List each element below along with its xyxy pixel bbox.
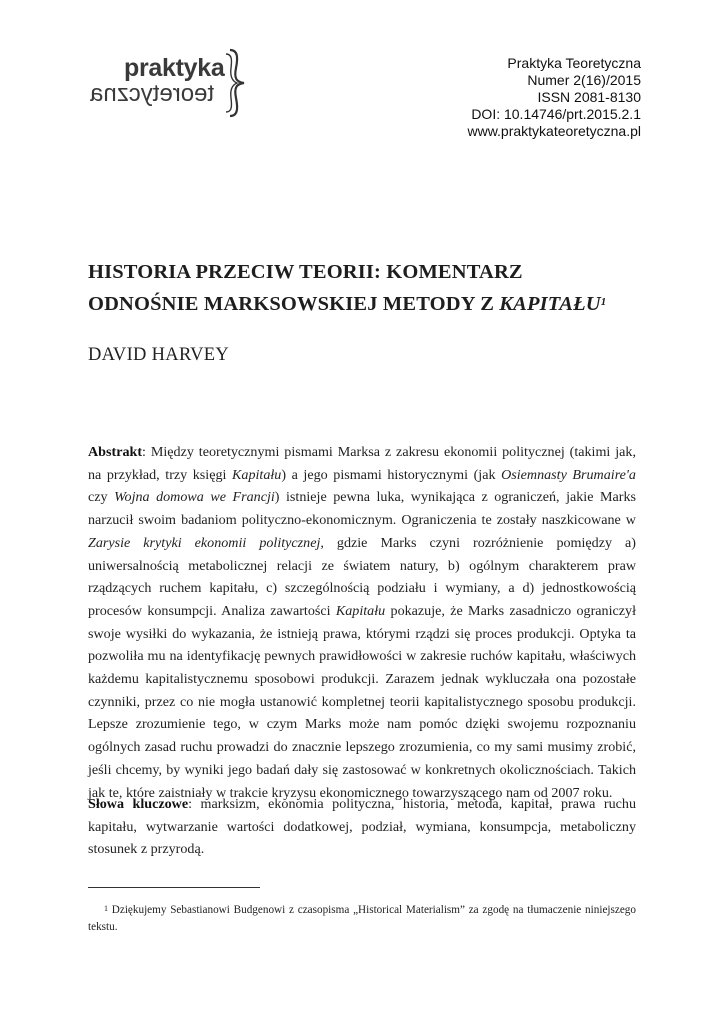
abstract-text: : Między teoretycznymi pismami Marksa z zakresu ekonomii politycznej (takimi jak, na przykład, trzy księgi [88, 444, 636, 483]
abstract-italic: Kapitału [335, 602, 386, 619]
footnote [88, 902, 636, 935]
logo-word-teoretyczna-mirrored: teoretyczna [90, 80, 215, 107]
footnote-divider [88, 887, 260, 888]
abstract-italic: Kapitału [232, 466, 282, 483]
footnote-mark: 1 [104, 904, 108, 913]
author-name: DAVID HARVEY [88, 345, 230, 365]
journal-logo [86, 48, 256, 118]
logo-word-praktyka: praktyka [124, 54, 225, 82]
title-footnote-ref[interactable]: 1 [600, 296, 607, 308]
title-line-1: HISTORIA PRZECIW TEORII: KOMENTARZ [88, 261, 523, 283]
article-title [88, 256, 648, 320]
abstract-text: ) a jego pismami historycznymi (jak [281, 466, 502, 483]
abstract-label: Abstrakt [88, 444, 143, 460]
abstract-italic: Osiemnasty Brumaire'a [501, 466, 636, 483]
keywords-label: Słowa kluczowe [88, 796, 189, 812]
title-italic-word: KAPITAŁU [499, 293, 601, 315]
abstract-text: pokazuje, że Marks zasadniczo ograniczył swoje wysiłki do wykazania, że istnieją prawa, którymi rządzi się proces produkcji. Optyka ta pozwoliła mu na identyfikację pewnych prawidłowości w zakresie ruchów kapitału, właściwych każdemu kapitalistycznemu sposobowi produkcji. Zarazem jednak wykluczała ona pozostałe czynniki, przez co nie mogła ustanowić kompletnej teorii kapitalistycznego sposobu produkcji. Lepsze zrozumienie tego, w czym Marks może nam pomóc dzięki swojemu rozpoznaniu ogólnych zasad ruchu prowadzi do znacznie lepszego zrozumienia, co my sami musimy zrobić, jeśli chcemy, by wyniki jego badań dały się zastosować w konkretnych okolicznościach. Takich jak te, które zaistniały w trakcie kryzysu ekonomicznego towarzyszącego nam od 2007 roku. [88, 602, 636, 801]
journal-url[interactable]: www.praktykateoretyczna.pl [467, 123, 641, 139]
abstract-italic: Wojna domowa we Francji [114, 489, 275, 506]
title-line-2-text: ODNOŚNIE MARKSOWSKIEJ METODY Z [88, 293, 500, 315]
journal-issue: Numer 2(16)/2015 [527, 72, 641, 88]
keywords-text: : marksizm, ekonomia polityczna, historia, metoda, kapitał, prawa ruchu kapitału, wytwarzanie wartości dodatkowej, podział, wymiana, konsumpcja, metaboliczny stosunek z przyrodą. [88, 796, 637, 858]
abstract-text: czy [88, 489, 115, 506]
journal-name: Praktyka Teoretyczna [507, 55, 641, 71]
footnote-text: Dziękujemy Sebastianowi Budgenowi z czasopisma „Historical Materialism” za zgodę na tłumaczenie niniejszego tekstu. [88, 904, 636, 933]
abstract-text: gdzie Marks czyni rozróżnienie pomiędzy a) uniwersalnością metabolicznej relacji ze światem natury, b) ogólnym charakterem praw rządzących ruchem kapitału, c) szczególnością podziału i wymiany, a d) jednostkowością procesów konsumpcji. Analiza zawartości [88, 534, 636, 619]
logo-brace-icon [224, 48, 250, 118]
abstract [88, 441, 636, 804]
title-line-2 [88, 288, 648, 320]
article-doi: DOI: 10.14746/prt.2015.2.1 [471, 106, 641, 122]
journal-issn: ISSN 2081-8130 [537, 89, 641, 105]
abstract-italic: Zarysie krytyki ekonomii politycznej, [88, 534, 324, 551]
journal-metadata [381, 55, 641, 140]
keywords [88, 793, 636, 861]
abstract-text: ) istnieje pewna luka, wynikająca z ograniczeń, jakie Marks narzucił swoim badaniom polityczno-ekonomicznym. Ograniczenia te zostały naszkicowane w [88, 489, 636, 529]
